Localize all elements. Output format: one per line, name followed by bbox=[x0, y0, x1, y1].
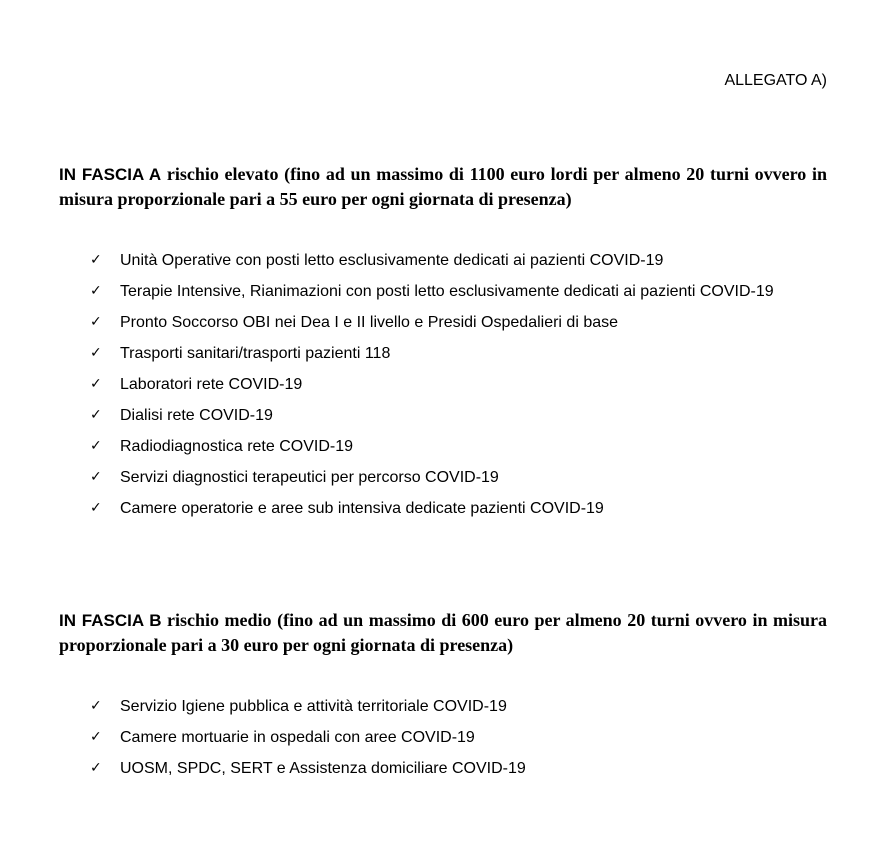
section-a-lead: IN FASCIA A bbox=[59, 165, 162, 184]
list-item bbox=[0, 312, 894, 333]
check-icon: ✓ bbox=[90, 469, 102, 485]
list-item bbox=[0, 727, 894, 748]
section-a-description: rischio elevato (fino ad un massimo di 1100 euro lordi per almeno 20 turni ovvero in misura proporzionale pari a 55 euro per ogni giornata di presenza) bbox=[59, 164, 827, 209]
list-item-text: Pronto Soccorso OBI nei Dea I e II livello e Presidi Ospedalieri di base bbox=[120, 314, 619, 331]
list-item-text: Dialisi rete COVID-19 bbox=[120, 407, 273, 424]
list-item bbox=[0, 374, 894, 395]
section-b-lead: IN FASCIA B bbox=[59, 611, 162, 630]
check-icon: ✓ bbox=[90, 500, 102, 516]
check-icon: ✓ bbox=[90, 729, 102, 745]
check-icon: ✓ bbox=[90, 376, 102, 392]
list-item bbox=[0, 405, 894, 426]
section-b-heading bbox=[59, 608, 827, 658]
list-item bbox=[0, 281, 894, 302]
list-item bbox=[0, 758, 894, 779]
section-b-description: rischio medio (fino ad un massimo di 600 euro per almeno 20 turni ovvero in misura proporzionale pari a 30 euro per ogni giornata di presenza) bbox=[59, 610, 828, 655]
check-icon: ✓ bbox=[90, 252, 102, 268]
check-icon: ✓ bbox=[90, 314, 102, 330]
section-a-heading bbox=[59, 162, 827, 212]
list-item-text: Radiodiagnostica rete COVID-19 bbox=[120, 438, 354, 455]
list-item-text: Servizio Igiene pubblica e attività territoriale COVID-19 bbox=[120, 698, 507, 715]
check-icon: ✓ bbox=[90, 407, 102, 423]
list-item bbox=[0, 436, 894, 457]
section-b-list bbox=[0, 696, 894, 789]
list-item-text: UOSM, SPDC, SERT e Assistenza domiciliare COVID-19 bbox=[120, 760, 526, 777]
section-a-list bbox=[0, 250, 894, 529]
list-item-text: Terapie Intensive, Rianimazioni con posti letto esclusivamente dedicati ai pazienti COVID-19 bbox=[120, 283, 774, 300]
check-icon: ✓ bbox=[90, 283, 102, 299]
list-item bbox=[0, 498, 894, 519]
check-icon: ✓ bbox=[90, 345, 102, 361]
check-icon: ✓ bbox=[90, 698, 102, 714]
list-item bbox=[0, 467, 894, 488]
list-item-text: Camere operatorie e aree sub intensiva dedicate pazienti COVID-19 bbox=[120, 500, 604, 517]
list-item-text: Laboratori rete COVID-19 bbox=[120, 376, 303, 393]
list-item bbox=[0, 696, 894, 717]
list-item-text: Camere mortuarie in ospedali con aree COVID-19 bbox=[120, 729, 475, 746]
check-icon: ✓ bbox=[90, 760, 102, 776]
check-icon: ✓ bbox=[90, 438, 102, 454]
list-item-text: Servizi diagnostici terapeutici per percorso COVID-19 bbox=[120, 469, 499, 486]
list-item-text: Trasporti sanitari/trasporti pazienti 118 bbox=[120, 345, 391, 362]
annex-label: ALLEGATO A) bbox=[724, 72, 827, 89]
list-item bbox=[0, 343, 894, 364]
list-item bbox=[0, 250, 894, 271]
list-item-text: Unità Operative con posti letto esclusivamente dedicati ai pazienti COVID-19 bbox=[120, 252, 664, 269]
